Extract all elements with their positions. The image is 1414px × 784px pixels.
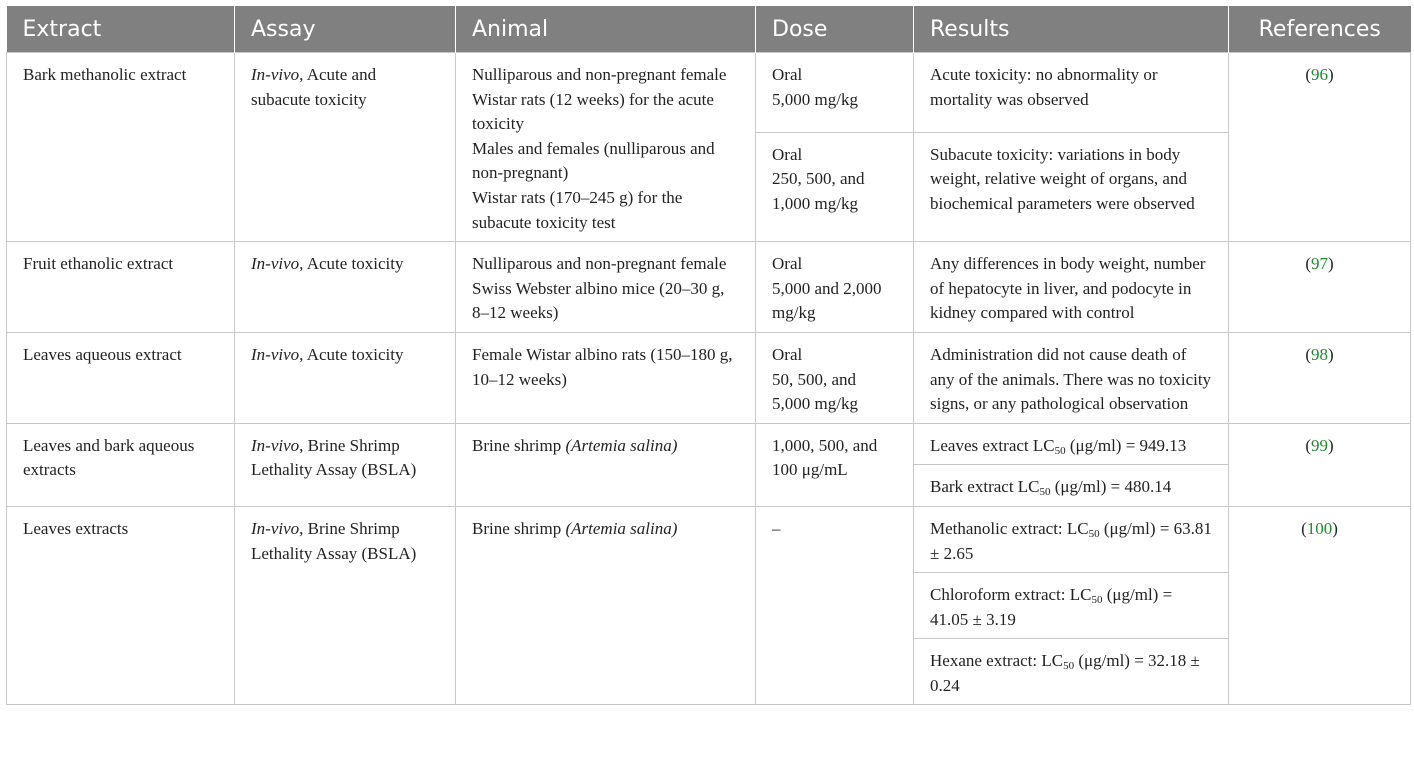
- result-text: (μg/ml) = 63.81 ± 2.65: [930, 518, 1212, 563]
- reference-link[interactable]: 100: [1306, 518, 1333, 538]
- dose-line: 5,000 mg/kg: [772, 89, 858, 109]
- extract-cell: Leaves and bark aqueous extracts: [7, 423, 235, 506]
- extract-cell: Leaves extracts: [7, 506, 235, 705]
- header-extract: Extract: [7, 6, 235, 53]
- assay-cell: [235, 332, 456, 423]
- result-cell: Any differences in body weight, number of hepatocyte in liver, and podocyte in kidney compared with control: [914, 242, 1229, 333]
- ref-close: ): [1328, 435, 1334, 455]
- dose-cell: [756, 242, 914, 333]
- result-text: Leaves extract LC: [930, 435, 1055, 455]
- ref-close: ): [1328, 254, 1334, 274]
- table-row: [7, 423, 1411, 465]
- table-row: [7, 53, 1411, 133]
- header-results: Results: [914, 6, 1229, 53]
- animal-line: Nulliparous and non-pregnant female Wistar rats (12 weeks) for the acute toxicity: [472, 65, 727, 134]
- ref-open: (: [1305, 435, 1311, 455]
- animal-cell: [456, 53, 756, 242]
- dose-line: 250, 500, and 1,000 mg/kg: [772, 169, 865, 213]
- ref-open: (: [1305, 344, 1311, 364]
- dose-cell: [756, 132, 914, 241]
- table-row: [7, 242, 1411, 333]
- header-animal: Animal: [456, 6, 756, 53]
- header-row: [7, 6, 1411, 53]
- ref-open: (: [1305, 254, 1311, 274]
- reference-link[interactable]: 99: [1311, 435, 1328, 455]
- animal-text: Brine shrimp: [472, 518, 566, 538]
- result-subscript: 50: [1039, 486, 1051, 499]
- dose-cell: 1,000, 500, and 100 μg/mL: [756, 423, 914, 506]
- header-references: References: [1229, 6, 1411, 53]
- ref-close: ): [1328, 65, 1334, 84]
- assay-italic: In-vivo: [251, 435, 300, 455]
- assay-italic: In-vivo,: [251, 254, 304, 274]
- result-text: (μg/ml) = 949.13: [1065, 435, 1187, 455]
- reference-link[interactable]: 97: [1311, 254, 1328, 274]
- dose-cell: [756, 53, 914, 133]
- reference-cell: [1229, 506, 1411, 705]
- dose-line: 5,000 and 2,000 mg/kg: [772, 278, 882, 323]
- result-cell: [914, 506, 1229, 572]
- assay-text: , Brine Shrimp Lethality Assay (BSLA): [251, 435, 417, 480]
- header-assay: Assay: [235, 6, 456, 53]
- table-row: [7, 332, 1411, 423]
- ref-open: (: [1305, 65, 1311, 84]
- dose-line: Oral: [772, 344, 803, 364]
- assay-cell: [235, 242, 456, 333]
- header-dose: Dose: [756, 6, 914, 53]
- toxicity-table: [6, 6, 1411, 705]
- result-cell: [914, 423, 1229, 465]
- animal-cell: Female Wistar albino rats (150–180 g, 10–12 weeks): [456, 332, 756, 423]
- reference-cell: [1229, 53, 1411, 242]
- assay-text: , Brine Shrimp Lethality Assay (BSLA): [251, 518, 417, 563]
- assay-italic: In-vivo: [251, 65, 300, 84]
- animal-line: Wistar rats (170–245 g) for the subacute toxicity test: [472, 187, 683, 232]
- animal-species: (Artemia salina): [565, 518, 678, 538]
- extract-cell: Fruit ethanolic extract: [7, 242, 235, 333]
- dose-cell: –: [756, 506, 914, 705]
- reference-link[interactable]: 96: [1311, 65, 1328, 84]
- assay-text: Acute toxicity: [303, 254, 404, 274]
- result-text: Chloroform extract: LC: [930, 585, 1092, 605]
- reference-cell: [1229, 332, 1411, 423]
- extract-cell: Bark methanolic extract: [7, 53, 235, 242]
- dose-cell: [756, 332, 914, 423]
- result-subscript: 50: [1054, 444, 1066, 457]
- assay-italic: In-vivo: [251, 344, 300, 364]
- result-text: (μg/ml) = 41.05 ± 3.19: [930, 585, 1173, 629]
- dose-line: Oral: [772, 65, 803, 84]
- ref-close: ): [1332, 518, 1338, 538]
- reference-cell: [1229, 242, 1411, 333]
- result-text: Hexane extract: LC: [930, 651, 1064, 671]
- reference-cell: [1229, 423, 1411, 506]
- result-text: Bark extract LC: [930, 477, 1040, 497]
- assay-text: , Acute and subacute toxicity: [251, 65, 377, 109]
- dose-line: 50, 500, and 5,000 mg/kg: [772, 369, 858, 414]
- result-cell: Administration did not cause death of any of the animals. There was no toxicity signs, or any pathological observation: [914, 332, 1229, 423]
- animal-cell: Nulliparous and non-pregnant female Swiss Webster albino mice (20–30 g, 8–12 weeks): [456, 242, 756, 333]
- result-text: (μg/ml) = 480.14: [1050, 477, 1172, 497]
- reference-link[interactable]: 98: [1311, 344, 1328, 364]
- animal-cell: [456, 506, 756, 705]
- result-cell: Subacute toxicity: variations in body weight, relative weight of organs, and biochemical parameters were observed: [914, 132, 1229, 241]
- extract-cell: Leaves aqueous extract: [7, 332, 235, 423]
- assay-cell: [235, 506, 456, 705]
- assay-cell: [235, 423, 456, 506]
- dose-line: Oral: [772, 144, 803, 164]
- animal-species: (Artemia salina): [565, 435, 678, 455]
- ref-close: ): [1328, 344, 1334, 364]
- result-subscript: 50: [1088, 527, 1100, 540]
- animal-line: Males and females (nulliparous and non-pregnant): [472, 138, 715, 183]
- result-text: (μg/ml) = 32.18 ± 0.24: [930, 651, 1200, 695]
- animal-text: Brine shrimp: [472, 435, 566, 455]
- result-cell: Acute toxicity: no abnormality or mortality was observed: [914, 53, 1229, 133]
- result-cell: [914, 573, 1229, 639]
- dose-line: Oral: [772, 254, 803, 274]
- assay-text: , Acute toxicity: [299, 344, 404, 364]
- result-subscript: 50: [1063, 660, 1075, 673]
- assay-cell: [235, 53, 456, 242]
- assay-italic: In-vivo: [251, 518, 300, 538]
- result-subscript: 50: [1091, 594, 1103, 607]
- table-row: [7, 506, 1411, 572]
- result-text: Methanolic extract: LC: [930, 518, 1089, 538]
- animal-cell: [456, 423, 756, 506]
- result-cell: [914, 639, 1229, 705]
- ref-open: (: [1301, 518, 1307, 538]
- result-cell: [914, 465, 1229, 507]
